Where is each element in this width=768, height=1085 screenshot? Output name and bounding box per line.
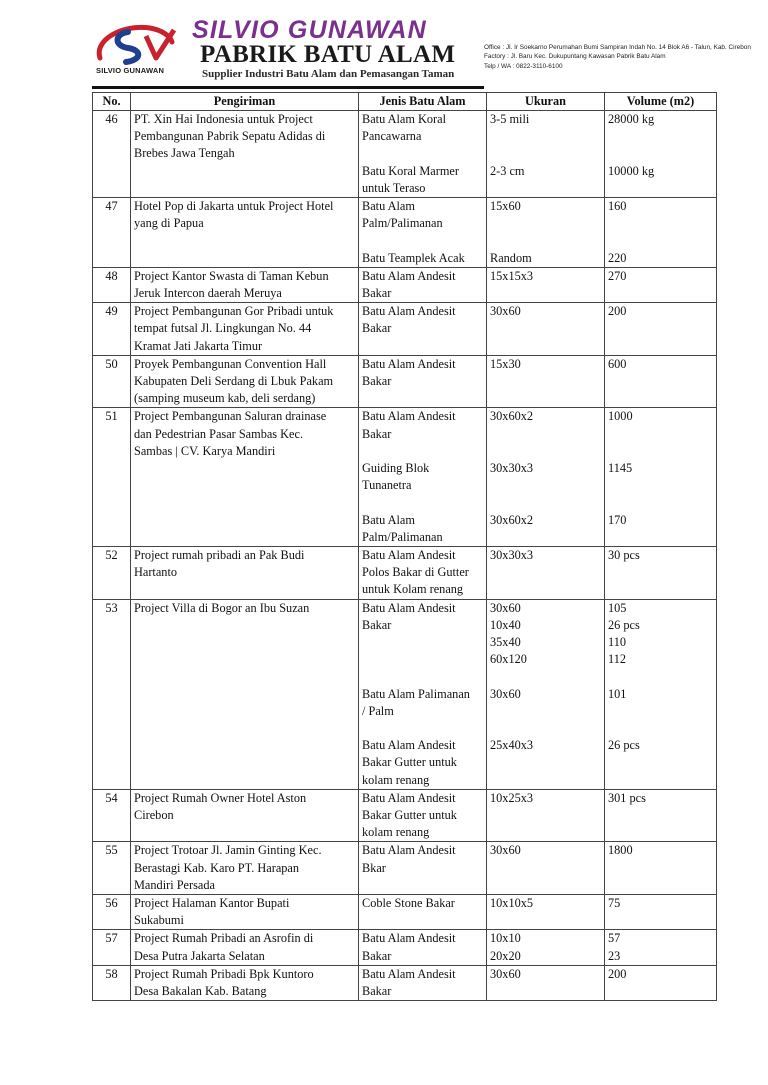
cell-line: Bakar Gutter untuk xyxy=(362,755,457,770)
cell-line: Batu Alam Andesit xyxy=(362,931,456,946)
cell-line: 110 xyxy=(608,635,626,650)
cell-line: 10x25x3 xyxy=(490,790,534,805)
cell-line xyxy=(362,720,483,737)
cell-line: 101 xyxy=(608,686,627,701)
cell-line xyxy=(608,443,713,460)
column-header-pengiriman: Pengiriman xyxy=(131,93,359,111)
cell-no: 54 xyxy=(93,789,131,842)
cell-line: Coble Stone Bakar xyxy=(362,896,455,911)
cell-no: 50 xyxy=(93,355,131,408)
cell-line xyxy=(362,651,483,668)
cell-line xyxy=(490,443,601,460)
cell-volume xyxy=(605,895,717,930)
column-header-volume: Volume (m2) xyxy=(605,93,717,111)
cell-ukuran xyxy=(487,547,605,600)
cell-line: Proyek Pembangunan Convention Hall xyxy=(134,356,327,371)
cell-line xyxy=(490,668,601,685)
cell-line: Palm/Palimanan xyxy=(362,529,443,544)
cell-line: 301 pcs xyxy=(608,790,646,805)
cell-line: 75 xyxy=(608,896,621,911)
cell-ukuran xyxy=(487,789,605,842)
table-row xyxy=(93,303,717,356)
cell-line: / Palm xyxy=(362,703,394,718)
cell-line: 28000 kg xyxy=(608,112,655,126)
cell-line: 15x60 xyxy=(490,199,521,213)
cell-jenis xyxy=(359,111,487,198)
cell-line: 30x30x3 xyxy=(490,548,534,563)
cell-line: Batu Alam Andesit xyxy=(362,790,456,805)
cell-line: Bakar xyxy=(362,948,392,963)
cell-line: Desa Bakalan Kab. Batang xyxy=(134,984,267,999)
cell-line: Pembangunan Pabrik Sepatu Adidas di xyxy=(134,129,326,144)
cell-line xyxy=(608,128,713,145)
cell-line xyxy=(362,634,483,651)
cell-line: 30 pcs xyxy=(608,548,640,563)
table-row xyxy=(93,547,717,600)
letterhead xyxy=(92,16,751,92)
cell-volume xyxy=(605,965,717,1000)
cell-line: Hartanto xyxy=(134,565,178,580)
cell-line: Pancawarna xyxy=(362,129,422,144)
cell-line: Batu Alam Andesit xyxy=(362,738,456,753)
table-row xyxy=(93,930,717,965)
cell-ukuran xyxy=(487,355,605,408)
table-row xyxy=(93,895,717,930)
cell-line: Palm/Palimanan xyxy=(362,216,443,231)
cell-line: Project Rumah Pribadi Bpk Kuntoro xyxy=(134,966,314,981)
cell-jenis xyxy=(359,965,487,1000)
cell-line: Project rumah pribadi an Pak Budi xyxy=(134,548,305,563)
cell-line: 26 pcs xyxy=(608,617,640,632)
cell-line: kolam renang xyxy=(362,772,430,787)
cell-line: Batu Koral Marmer xyxy=(362,163,459,178)
cell-line xyxy=(362,443,483,460)
cell-line xyxy=(490,720,601,737)
cell-line: 57 xyxy=(608,931,621,946)
table-row xyxy=(93,267,717,302)
brand-tagline: Supplier Industri Batu Alam dan Pemasangan Taman xyxy=(202,68,455,80)
cell-line: Project Trotoar Jl. Jamin Ginting Kec. xyxy=(134,843,322,858)
cell-line: Batu Alam Andesit xyxy=(362,600,456,615)
cell-line xyxy=(490,426,601,443)
cell-volume xyxy=(605,930,717,965)
cell-line: 600 xyxy=(608,356,627,371)
brand-name-top: SILVIO GUNAWAN xyxy=(192,16,427,44)
cell-line: 170 xyxy=(608,512,627,527)
cell-line: Batu Alam xyxy=(362,199,415,213)
cell-line: Bakar xyxy=(362,426,392,441)
cell-line: 30x60 xyxy=(490,966,521,981)
cell-pengiriman xyxy=(131,965,359,1000)
cell-line xyxy=(362,145,483,162)
table-row xyxy=(93,198,717,268)
cell-line xyxy=(490,477,601,494)
phone-number: Telp / WA : 0822-3110-6100 xyxy=(484,62,563,70)
cell-volume xyxy=(605,547,717,600)
cell-jenis xyxy=(359,303,487,356)
cell-no: 52 xyxy=(93,547,131,600)
cell-line: 30x60 xyxy=(490,304,521,319)
cell-jenis xyxy=(359,198,487,268)
cell-line: Bkar xyxy=(362,860,386,875)
cell-line xyxy=(490,232,601,249)
cell-line: Batu Alam xyxy=(362,512,415,527)
cell-line xyxy=(608,215,713,232)
cell-line xyxy=(608,494,713,511)
cell-jenis xyxy=(359,930,487,965)
cell-line: kolam renang xyxy=(362,825,430,840)
table-body xyxy=(93,111,717,1001)
table-row xyxy=(93,111,717,198)
cell-line: PT. Xin Hai Indonesia untuk Project xyxy=(134,112,313,126)
cell-ukuran xyxy=(487,198,605,268)
cell-no: 48 xyxy=(93,267,131,302)
cell-line: 10x40 xyxy=(490,617,521,632)
cell-line xyxy=(608,720,713,737)
column-header-jenis: Jenis Batu Alam xyxy=(359,93,487,111)
cell-jenis xyxy=(359,355,487,408)
cell-line: 1000 xyxy=(608,409,633,424)
cell-line: 10x10x5 xyxy=(490,896,534,911)
cell-no: 55 xyxy=(93,842,131,895)
cell-jenis xyxy=(359,599,487,789)
cell-line: Batu Alam Andesit xyxy=(362,304,456,319)
cell-pengiriman xyxy=(131,267,359,302)
office-address: Office : Jl. Ir Soekarno Perumahan Bumi Sampiran Indah No. 14 Blok A6 - Talun, Kab. Cirebon xyxy=(484,44,751,51)
column-header-ukuran: Ukuran xyxy=(487,93,605,111)
cell-line: 30x30x3 xyxy=(490,461,534,475)
cell-line: Batu Alam Koral xyxy=(362,112,447,126)
cell-line: 2-3 cm xyxy=(490,163,525,178)
cell-line: Brebes Jawa Tengah xyxy=(134,146,235,161)
cell-line: Bakar xyxy=(362,286,392,300)
cell-jenis xyxy=(359,895,487,930)
cell-volume xyxy=(605,789,717,842)
cell-pengiriman xyxy=(131,303,359,356)
cell-line: Bakar xyxy=(362,374,392,389)
brand-name-main: PABRIK BATU ALAM xyxy=(200,41,456,68)
cell-volume xyxy=(605,408,717,547)
cell-line: 3-5 mili xyxy=(490,112,530,126)
cell-line xyxy=(362,232,483,249)
cell-line: Jeruk Intercon daerah Meruya xyxy=(134,286,282,300)
cell-pengiriman xyxy=(131,355,359,408)
table-row xyxy=(93,842,717,895)
cell-line xyxy=(608,426,713,443)
cell-line xyxy=(490,145,601,162)
cell-ukuran xyxy=(487,111,605,198)
cell-line: Bakar xyxy=(362,321,392,336)
cell-line: 220 xyxy=(608,250,627,265)
cell-line: Batu Teamplek Acak xyxy=(362,250,465,265)
cell-pengiriman xyxy=(131,789,359,842)
cell-line: Batu Alam Andesit xyxy=(362,356,456,371)
cell-line xyxy=(490,494,601,511)
cell-no: 46 xyxy=(93,111,131,198)
cell-line xyxy=(608,477,713,494)
logo-caption: SILVIO GUNAWAN xyxy=(96,66,165,75)
cell-line: Batu Alam Andesit xyxy=(362,843,456,858)
cell-no: 53 xyxy=(93,599,131,789)
cell-no: 58 xyxy=(93,965,131,1000)
cell-pengiriman xyxy=(131,842,359,895)
cell-line: Project Rumah Owner Hotel Aston xyxy=(134,790,307,805)
cell-line: Random xyxy=(490,250,532,265)
cell-line: Batu Alam Palimanan xyxy=(362,686,470,701)
cell-line: 30x60 xyxy=(490,843,521,858)
cell-line: Project Pembangunan Saluran drainase xyxy=(134,409,327,424)
cell-line: Project Halaman Kantor Bupati xyxy=(134,896,290,911)
cell-line: 23 xyxy=(608,948,621,963)
column-header-no: No. xyxy=(93,93,131,111)
cell-line xyxy=(608,145,713,162)
shipment-table xyxy=(92,92,717,1001)
cell-line: 30x60x2 xyxy=(490,409,534,424)
cell-line: yang di Papua xyxy=(134,216,204,231)
cell-volume xyxy=(605,267,717,302)
cell-line: untuk Kolam renang xyxy=(362,582,464,597)
cell-line: Batu Alam Andesit xyxy=(362,409,456,424)
cell-line: Bakar Gutter untuk xyxy=(362,808,457,822)
cell-jenis xyxy=(359,842,487,895)
cell-line: Guiding Blok xyxy=(362,461,430,476)
cell-line: 20x20 xyxy=(490,948,521,963)
cell-line: Batu Alam Andesit xyxy=(362,548,456,563)
cell-ukuran xyxy=(487,408,605,547)
cell-line: 25x40x3 xyxy=(490,738,534,753)
cell-line: 15x30 xyxy=(490,356,521,371)
cell-line: Kramat Jati Jakarta Timur xyxy=(134,338,263,353)
cell-pengiriman xyxy=(131,599,359,789)
cell-ukuran xyxy=(487,842,605,895)
cell-line: 15x15x3 xyxy=(490,268,534,283)
table-row xyxy=(93,408,717,547)
cell-line: Hotel Pop di Jakarta untuk Project Hotel xyxy=(134,199,334,213)
cell-pengiriman xyxy=(131,111,359,198)
cell-volume xyxy=(605,111,717,198)
cell-line: Tunanetra xyxy=(362,478,412,493)
cell-ukuran xyxy=(487,599,605,789)
cell-no: 57 xyxy=(93,930,131,965)
table-header-row xyxy=(93,93,717,111)
cell-ukuran xyxy=(487,895,605,930)
cell-volume xyxy=(605,842,717,895)
cell-line: Project Kantor Swasta di Taman Kebun xyxy=(134,268,329,283)
cell-line: Batu Alam Andesit xyxy=(362,966,456,981)
cell-jenis xyxy=(359,408,487,547)
cell-ukuran xyxy=(487,965,605,1000)
cell-line xyxy=(362,668,483,685)
cell-volume xyxy=(605,198,717,268)
table-row xyxy=(93,789,717,842)
cell-line: 200 xyxy=(608,966,627,981)
cell-no: 56 xyxy=(93,895,131,930)
cell-line: Sukabumi xyxy=(134,913,184,928)
table-row xyxy=(93,965,717,1000)
cell-volume xyxy=(605,599,717,789)
cell-volume xyxy=(605,355,717,408)
cell-no: 51 xyxy=(93,408,131,547)
cell-line: Bakar xyxy=(362,617,392,632)
cell-line: Project Pembangunan Gor Pribadi untuk xyxy=(134,304,334,319)
cell-line: 10000 kg xyxy=(608,163,655,178)
cell-line xyxy=(490,215,601,232)
cell-line xyxy=(490,128,601,145)
cell-line: Cirebon xyxy=(134,808,174,822)
cell-line: 105 xyxy=(608,600,627,615)
cell-line: Kabupaten Deli Serdang di Lbuk Pakam xyxy=(134,374,334,389)
table-row xyxy=(93,599,717,789)
cell-pengiriman xyxy=(131,408,359,547)
cell-line: Bakar xyxy=(362,984,392,999)
cell-line: 30x60 xyxy=(490,686,521,701)
cell-line xyxy=(362,494,483,511)
cell-line xyxy=(608,232,713,249)
cell-ukuran xyxy=(487,267,605,302)
cell-line: 26 pcs xyxy=(608,738,640,753)
cell-line: dan Pedestrian Pasar Sambas Kec. xyxy=(134,426,304,441)
header-divider xyxy=(92,86,484,89)
cell-line: Project Rumah Pribadi an Asrofin di xyxy=(134,931,314,946)
cell-pengiriman xyxy=(131,547,359,600)
cell-line: 30x60 xyxy=(490,600,521,615)
cell-pengiriman xyxy=(131,930,359,965)
cell-line: 270 xyxy=(608,268,627,283)
cell-jenis xyxy=(359,267,487,302)
cell-line: Berastagi Kab. Karo PT. Harapan xyxy=(134,860,300,875)
cell-pengiriman xyxy=(131,198,359,268)
cell-line xyxy=(490,703,601,720)
cell-line: tempat futsal Jl. Lingkungan No. 44 xyxy=(134,321,312,336)
cell-pengiriman xyxy=(131,895,359,930)
cell-line: Mandiri Persada xyxy=(134,877,215,892)
cell-line: untuk Teraso xyxy=(362,180,426,195)
cell-line: 112 xyxy=(608,652,626,667)
cell-line: Sambas | CV. Karya Mandiri xyxy=(134,443,276,458)
cell-line: 35x40 xyxy=(490,635,521,650)
table-row xyxy=(93,355,717,408)
cell-line xyxy=(608,668,713,685)
cell-jenis xyxy=(359,789,487,842)
cell-line: 30x60x2 xyxy=(490,512,534,527)
cell-volume xyxy=(605,303,717,356)
cell-line: 10x10 xyxy=(490,931,521,946)
cell-line: Desa Putra Jakarta Selatan xyxy=(134,948,265,963)
cell-line: Batu Alam Andesit xyxy=(362,268,456,283)
cell-ukuran xyxy=(487,930,605,965)
cell-ukuran xyxy=(487,303,605,356)
cell-line: Polos Bakar di Gutter xyxy=(362,565,469,580)
cell-no: 49 xyxy=(93,303,131,356)
cell-line: 1800 xyxy=(608,843,633,858)
cell-line: 1145 xyxy=(608,461,633,475)
cell-line: 200 xyxy=(608,304,627,319)
cell-line: (samping museum kab, deli serdang) xyxy=(134,391,316,406)
contact-info xyxy=(484,43,768,71)
cell-line: Project Villa di Bogor an Ibu Suzan xyxy=(134,600,310,615)
cell-line xyxy=(608,703,713,720)
cell-jenis xyxy=(359,547,487,600)
cell-no: 47 xyxy=(93,198,131,268)
cell-line: 160 xyxy=(608,199,627,213)
factory-address: Factory : Jl. Baru Kec. Dukupuntang Kawasan Pabrik Batu Alam xyxy=(484,53,666,61)
cell-line: 60x120 xyxy=(490,652,527,667)
